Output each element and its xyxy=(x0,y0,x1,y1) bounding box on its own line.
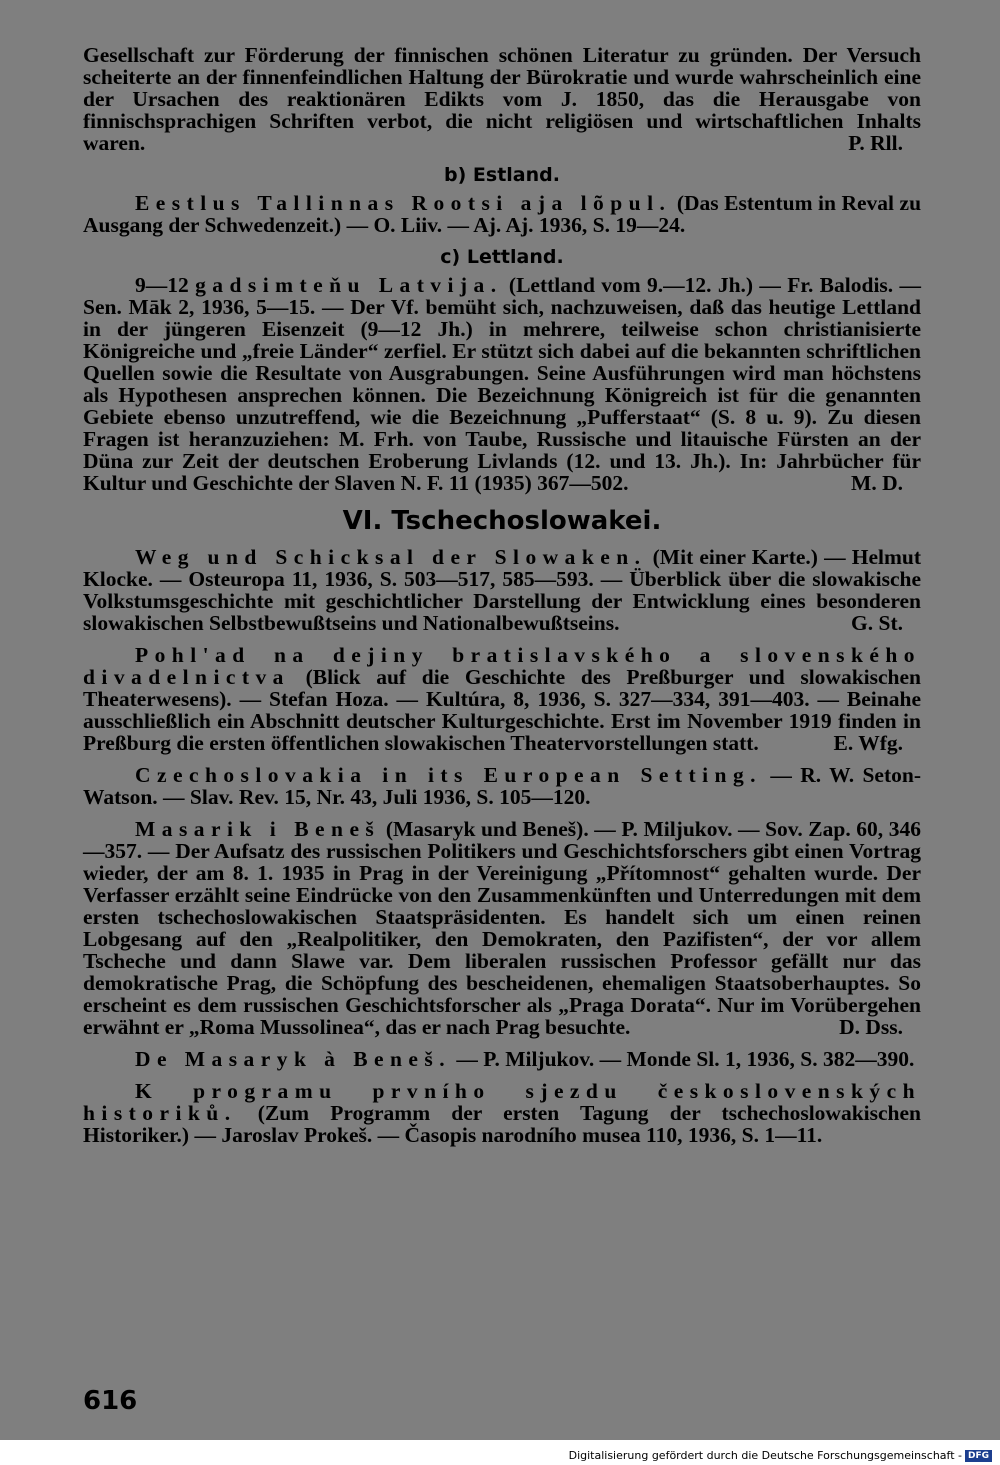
intro-signature: P. Rll. xyxy=(848,131,903,155)
entry-signature: G. St. xyxy=(851,611,903,635)
footer-credit: Digitalisierung gefördert durch die Deutsche Forschungsgemeinschaft - xyxy=(568,1449,962,1462)
intro-text: Gesellschaft zur Förderung der finnischen schönen Literatur zu gründen. Der Versuch scheiterte an der finnenfeindlichen Haltung der Bürokratie und wurde wahrscheinlich eine der Ursachen des reaktionären Edikts vom J. 1850, das die Herausgabe von finnischsprachigen Schriften verbot, die nicht religiösen und wirtschaftlichen Inhalts waren. xyxy=(83,43,921,155)
entry-signature: E. Wfg. xyxy=(833,731,903,755)
list-item xyxy=(83,644,921,754)
entry-title: Masarik i Beneš xyxy=(135,817,381,841)
lettland-entry xyxy=(83,274,921,494)
entry-title: De Masaryk à Beneš. xyxy=(135,1047,452,1071)
entry-text: (Masaryk und Beneš). — P. Miljukov. — Sov. Zap. 60, 346—357. — Der Aufsatz des russischen Politikers und Geschichtsforschers gibt einen Vortrag wieder, der am 8. 1. 1935 in Prag in der Vereinigung „Přítomnost“ gehalten wurde. Der Verfasser erzählt seine Eindrücke von den Zusammenkünften und Unterredungen mit dem ersten tschechoslowakischen Staatspräsidenten. Es handelt sich um einen reinen Lobgesang auf den „Realpolitiker, den Demokraten, den Pazifisten“, der vor allem Tscheche und dann Slawe var. Dem liberalen russischen Professor gefällt nur das demokratische Prag, die Schöpfung des bescheidenen, ehemaligen Staatsoberhauptes. So erscheint es dem russischen Geschichtsforscher als „Praga Dorata“. Nur im Vorübergehen erwähnt er „Roma Mussolinea“, das er nach Prag besuchte. xyxy=(83,817,921,1039)
entry-title: Czechoslovakia in its European Setting. xyxy=(135,763,762,787)
section-heading: VI. Tschechoslowakei. xyxy=(342,506,662,536)
list-item xyxy=(83,1080,921,1146)
entry-title: K programu prvního sjezdu československých historiků. xyxy=(83,1079,921,1125)
lettland-heading: c) Lettland. xyxy=(440,246,564,268)
entry-text: (Mit einer Karte.) — Helmut Klocke. — Osteuropa 11, 1936, S. 503—517, 585—593. — Überblick über die slowakische Volkstumsgeschichte mit geschichtlicher Darstellung der Entwicklung eines besonderen slowakischen Selbstbewußtseins und Nationalbewußtseins. xyxy=(83,545,921,635)
dfg-logo: DFG xyxy=(965,1450,992,1462)
digitization-footer xyxy=(569,1449,992,1462)
list-item xyxy=(83,764,921,808)
entry-title: gadsimteňu Latvija. xyxy=(195,273,503,297)
entry-number: 9—12 xyxy=(135,273,189,297)
entry-text: (Lettland vom 9.—12. Jh.) — Fr. Balodis. — Sen. Māk 2, 1936, 5—15. — Der Vf. bemüht sich, nachzuweisen, daß das heutige Lettland in der jüngeren Eisenzeit (9—12 Jh.) in mehrere, teilweise schon christianisierte Königreiche und „freie Länder“ zerfiel. Er stützt sich dabei auf die bekannten schriftlichen Quellen sowie die Resultate von Ausgrabungen. Seine Ausführungen wird man höchstens als Hypothesen ansprechen können. Die Bezeichnung Königreich ist für die genannten Gebiete ebenso unzutreffend, wie die Bezeichnung „Pufferstaat“ (S. 8 u. 9). Zu diesen Fragen ist heranzuziehen: M. Frh. von Taube, Russische und litauische Fürsten an der Düna zur Zeit der deutschen Eroberung Livlands (12. und 13. Jh.). In: Jahrbücher für Kultur und Geschichte der Slaven N. F. 11 (1935) 367—502. xyxy=(83,273,922,495)
entry-title: Weg und Schicksal der Slowaken. xyxy=(135,545,647,569)
estland-entry xyxy=(83,192,921,236)
entry-signature: M. D. xyxy=(851,471,903,495)
entry-text: — R. W. Seton-Watson. — Slav. Rev. 15, Nr. 43, Juli 1936, S. 105—120. xyxy=(83,763,921,809)
estland-heading: b) Estland. xyxy=(444,164,560,186)
page-number: 616 xyxy=(83,1386,138,1416)
entry-text: — P. Miljukov. — Monde Sl. 1, 1936, S. 382—390. xyxy=(456,1047,915,1071)
list-item xyxy=(83,818,921,1038)
entry-signature: D. Dss. xyxy=(839,1015,903,1039)
intro-paragraph xyxy=(83,44,921,154)
entry-text: (Zum Programm der ersten Tagung der tschechoslowakischen Historiker.) — Jaroslav Prokeš. — Časopis narodního musea 110, 1936, S. 1—11. xyxy=(83,1101,921,1147)
entry-title: Pohl'ad na dejiny bratislavského a slovenského divadelnictva xyxy=(83,643,921,689)
entry-title: Eestlus Tallinnas Rootsi aja lõpul. xyxy=(135,191,672,215)
text-column xyxy=(83,44,921,1146)
entry-text: (Das Estentum in Reval zu Ausgang der Schwedenzeit.) — O. Liiv. — Aj. Aj. 1936, S. 19—24. xyxy=(83,191,922,237)
entry-text: (Blick auf die Geschichte des Preßburger und slowakischen Theaterwesens). — Stefan Hoza. — Kultúra, 8, 1936, S. 327—334, 391—403. — Beinahe ausschließlich ein Abschnitt deutscher Kulturgeschichte. Erst im November 1919 finden in Preßburg die ersten öffentlichen slowakischen Theatervorstellungen statt. xyxy=(83,665,921,755)
list-item xyxy=(83,546,921,634)
list-item xyxy=(83,1048,921,1070)
